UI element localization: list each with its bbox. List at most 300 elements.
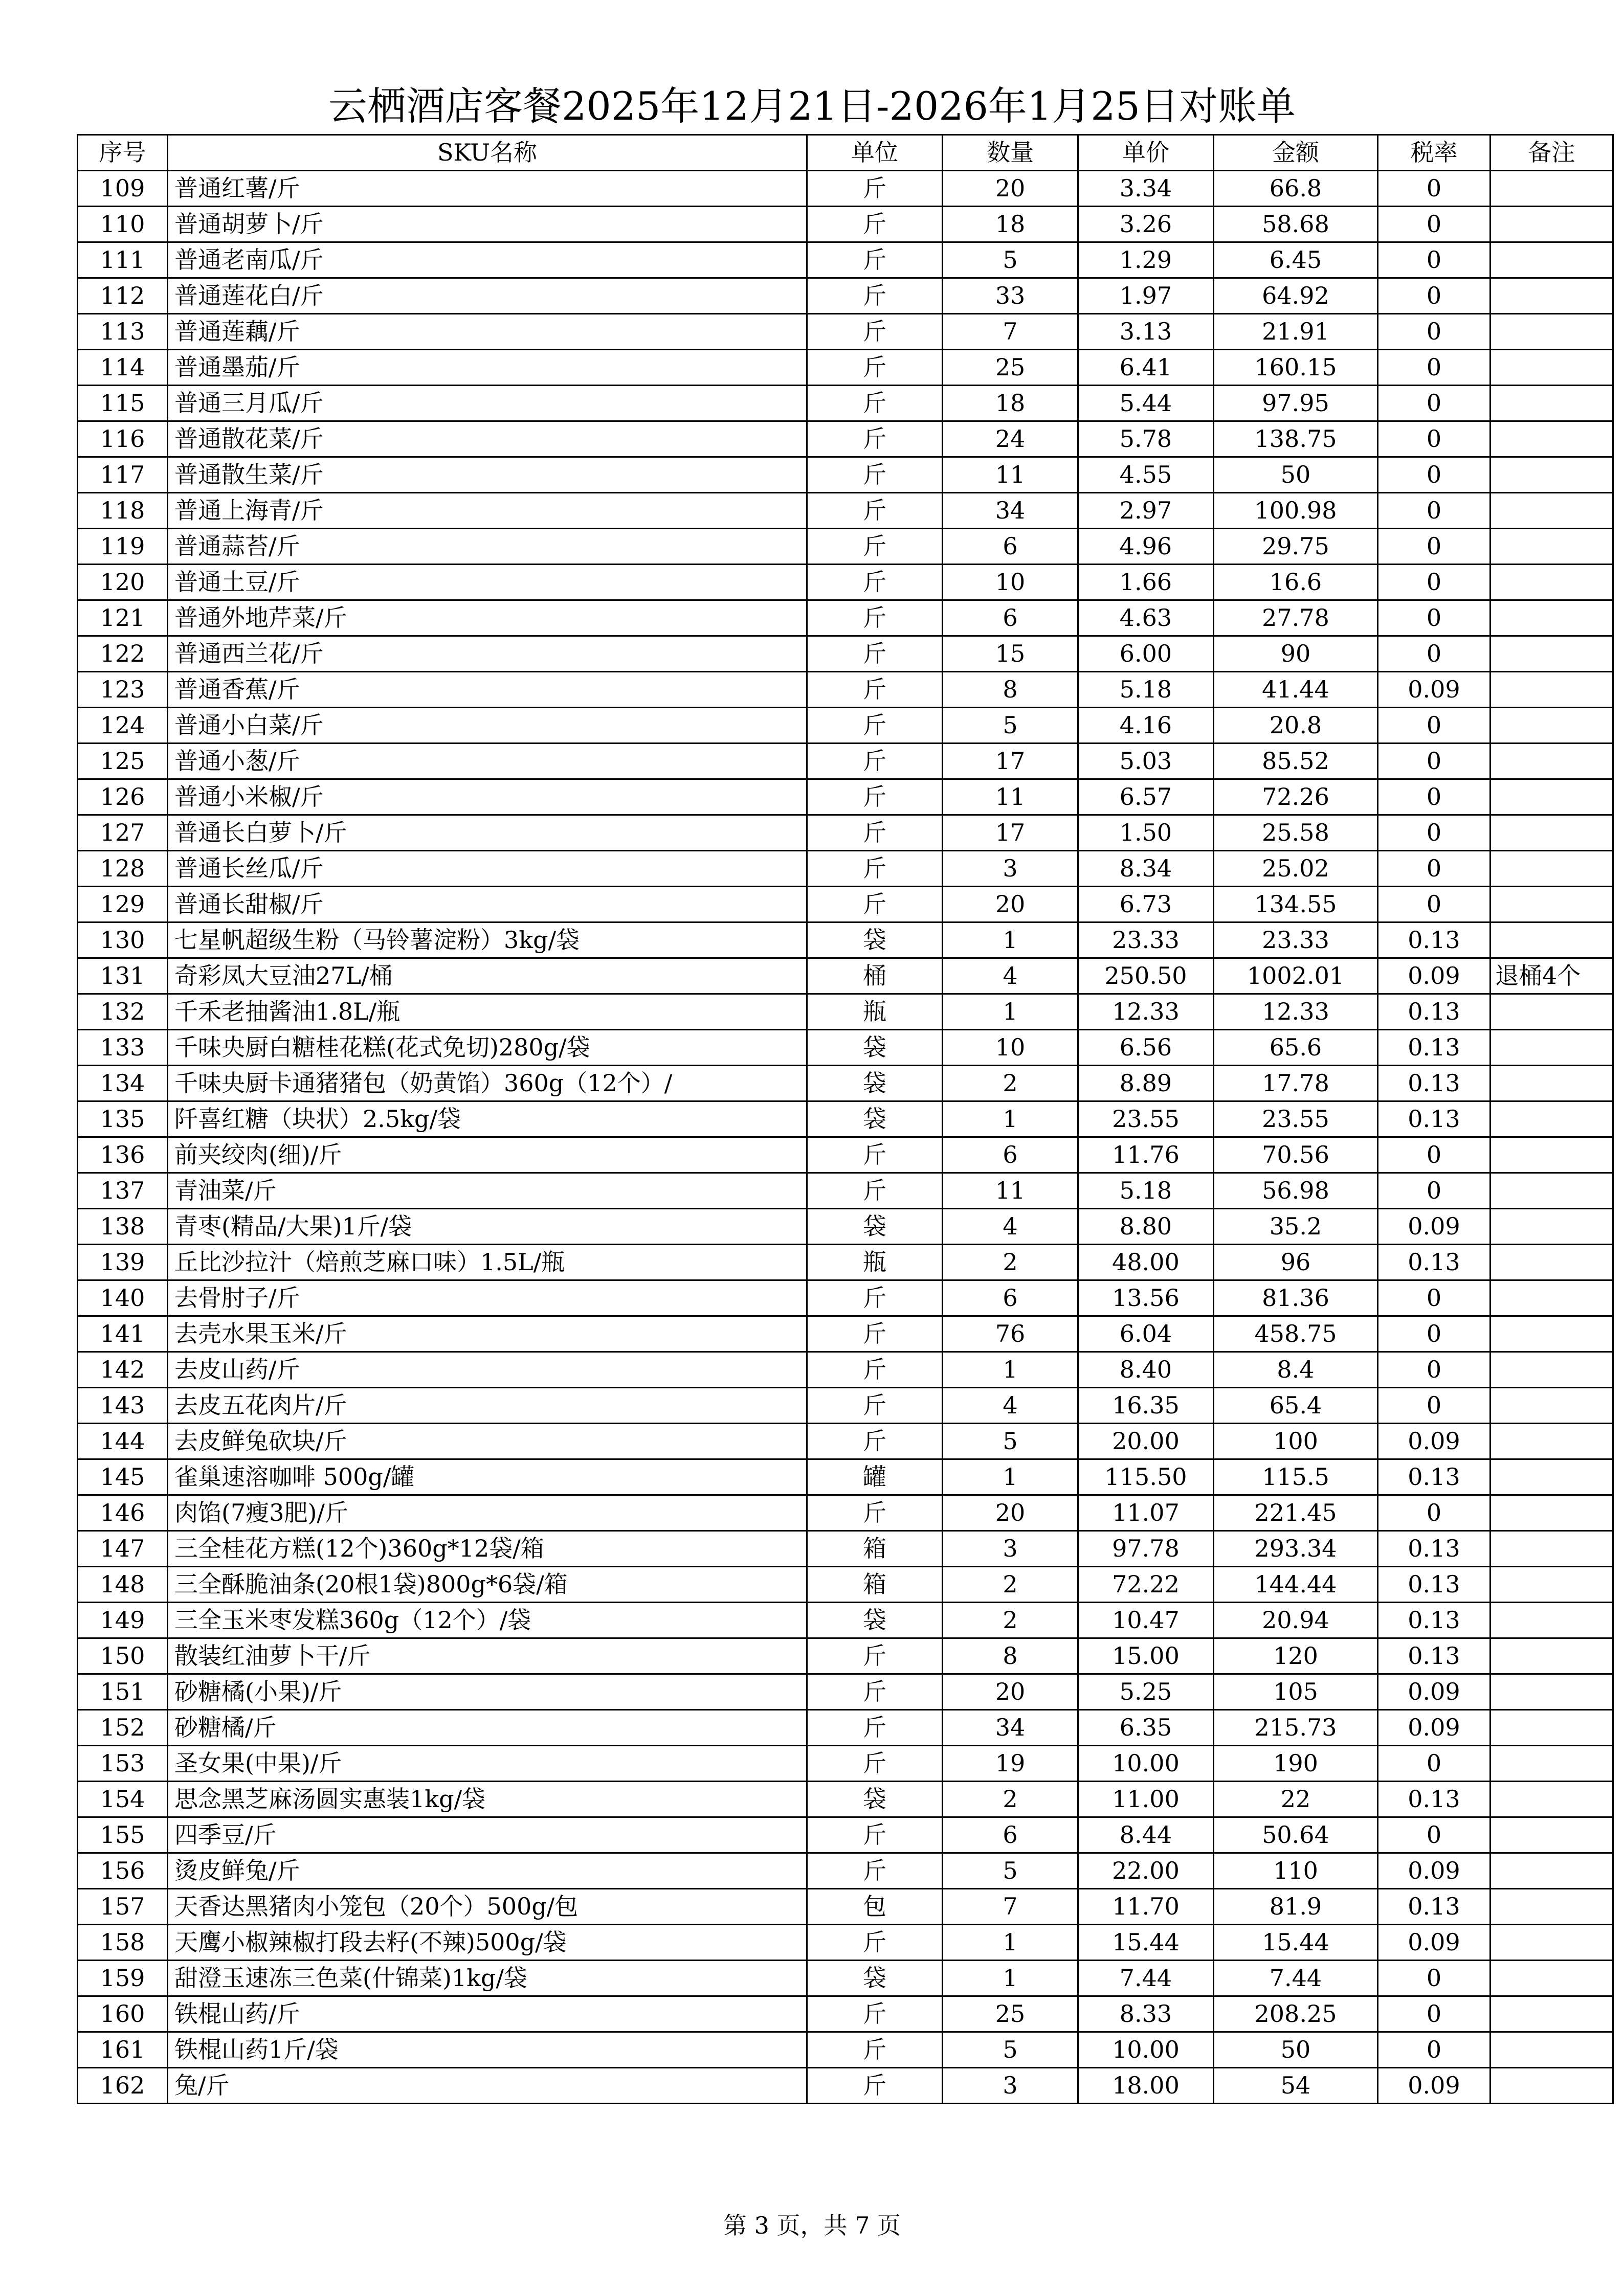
- cell-row-index: 125: [78, 744, 168, 779]
- cell-quantity: 7: [943, 314, 1078, 350]
- cell-sku-name: 烫皮鲜兔/斤: [168, 1853, 807, 1889]
- cell-remark: [1490, 851, 1613, 887]
- cell-row-index: 134: [78, 1066, 168, 1101]
- table-row: [78, 636, 1613, 672]
- cell-sku-name: 散装红油萝卜干/斤: [168, 1638, 807, 1674]
- cell-tax-rate: 0: [1378, 565, 1490, 600]
- cell-quantity: 2: [943, 1782, 1078, 1817]
- cell-unit-price: 8.40: [1078, 1352, 1214, 1388]
- cell-row-index: 128: [78, 851, 168, 887]
- cell-quantity: 18: [943, 386, 1078, 421]
- cell-sku-name: 普通莲花白/斤: [168, 278, 807, 314]
- cell-quantity: 1: [943, 1459, 1078, 1495]
- cell-tax-rate: 0.09: [1378, 1710, 1490, 1746]
- cell-amount: 293.34: [1214, 1531, 1378, 1567]
- cell-remark: [1490, 1782, 1613, 1817]
- cell-sku-name: 四季豆/斤: [168, 1817, 807, 1853]
- cell-unit: 斤: [807, 207, 943, 242]
- cell-row-index: 126: [78, 779, 168, 815]
- cell-unit-price: 6.04: [1078, 1316, 1214, 1352]
- cell-unit: 斤: [807, 851, 943, 887]
- cell-unit: 斤: [807, 1853, 943, 1889]
- cell-amount: 100.98: [1214, 493, 1378, 529]
- cell-remark: [1490, 1459, 1613, 1495]
- cell-sku-name: 普通散花菜/斤: [168, 421, 807, 457]
- cell-tax-rate: 0: [1378, 851, 1490, 887]
- cell-unit: 斤: [807, 1996, 943, 2032]
- cell-amount: 23.55: [1214, 1101, 1378, 1137]
- cell-remark: [1490, 242, 1613, 278]
- cell-unit-price: 7.44: [1078, 1961, 1214, 1996]
- cell-unit-price: 13.56: [1078, 1280, 1214, 1316]
- cell-remark: [1490, 994, 1613, 1030]
- cell-tax-rate: 0: [1378, 1173, 1490, 1209]
- cell-amount: 110: [1214, 1853, 1378, 1889]
- table-row: [78, 2032, 1613, 2068]
- cell-amount: 70.56: [1214, 1137, 1378, 1173]
- cell-row-index: 153: [78, 1746, 168, 1782]
- table-row: [78, 744, 1613, 779]
- cell-unit: 袋: [807, 1066, 943, 1101]
- cell-row-index: 111: [78, 242, 168, 278]
- cell-row-index: 145: [78, 1459, 168, 1495]
- cell-tax-rate: 0: [1378, 779, 1490, 815]
- cell-unit: 斤: [807, 1352, 943, 1388]
- header-row: [78, 135, 1613, 171]
- cell-amount: 16.6: [1214, 565, 1378, 600]
- cell-amount: 138.75: [1214, 421, 1378, 457]
- cell-quantity: 18: [943, 207, 1078, 242]
- table-row: [78, 1996, 1613, 2032]
- cell-unit-price: 10.00: [1078, 2032, 1214, 2068]
- cell-row-index: 117: [78, 457, 168, 493]
- table-row: [78, 457, 1613, 493]
- cell-remark: [1490, 1746, 1613, 1782]
- cell-unit: 斤: [807, 1137, 943, 1173]
- cell-remark: [1490, 1424, 1613, 1459]
- table-row: [78, 958, 1613, 994]
- cell-unit: 斤: [807, 744, 943, 779]
- cell-quantity: 11: [943, 1173, 1078, 1209]
- col-header-sku-name: SKU名称: [168, 135, 807, 171]
- cell-tax-rate: 0: [1378, 1495, 1490, 1531]
- cell-sku-name: 普通土豆/斤: [168, 565, 807, 600]
- cell-unit: 斤: [807, 600, 943, 636]
- cell-unit-price: 4.96: [1078, 529, 1214, 565]
- cell-tax-rate: 0: [1378, 350, 1490, 386]
- cell-tax-rate: 0.13: [1378, 1567, 1490, 1603]
- cell-row-index: 133: [78, 1030, 168, 1066]
- table-row: [78, 1674, 1613, 1710]
- cell-remark: [1490, 565, 1613, 600]
- cell-quantity: 19: [943, 1746, 1078, 1782]
- cell-unit: 瓶: [807, 1245, 943, 1280]
- cell-remark: [1490, 386, 1613, 421]
- cell-unit: 斤: [807, 529, 943, 565]
- ledger-table: [77, 134, 1614, 2104]
- cell-unit-price: 5.18: [1078, 672, 1214, 708]
- cell-sku-name: 普通莲藕/斤: [168, 314, 807, 350]
- cell-tax-rate: 0.09: [1378, 1209, 1490, 1245]
- cell-remark: [1490, 708, 1613, 744]
- cell-row-index: 129: [78, 887, 168, 922]
- cell-sku-name: 雀巢速溶咖啡 500g/罐: [168, 1459, 807, 1495]
- cell-sku-name: 铁棍山药/斤: [168, 1996, 807, 2032]
- cell-sku-name: 三全桂花方糕(12个)360g*12袋/箱: [168, 1531, 807, 1567]
- cell-unit-price: 11.07: [1078, 1495, 1214, 1531]
- cell-unit: 斤: [807, 421, 943, 457]
- cell-amount: 25.58: [1214, 815, 1378, 851]
- cell-amount: 7.44: [1214, 1961, 1378, 1996]
- cell-tax-rate: 0: [1378, 314, 1490, 350]
- cell-remark: [1490, 922, 1613, 958]
- cell-row-index: 127: [78, 815, 168, 851]
- cell-row-index: 138: [78, 1209, 168, 1245]
- ledger-body: [78, 171, 1613, 2104]
- cell-sku-name: 千味央厨卡通猪猪包（奶黄馅）360g（12个）/: [168, 1066, 807, 1101]
- cell-remark: [1490, 1996, 1613, 2032]
- cell-unit: 斤: [807, 242, 943, 278]
- cell-unit-price: 8.80: [1078, 1209, 1214, 1245]
- cell-row-index: 130: [78, 922, 168, 958]
- cell-remark: [1490, 171, 1613, 207]
- cell-remark: [1490, 529, 1613, 565]
- cell-unit: 包: [807, 1889, 943, 1925]
- cell-unit: 斤: [807, 350, 943, 386]
- cell-unit-price: 10.47: [1078, 1603, 1214, 1638]
- cell-unit-price: 6.00: [1078, 636, 1214, 672]
- cell-unit: 斤: [807, 708, 943, 744]
- cell-tax-rate: 0: [1378, 529, 1490, 565]
- table-row: [78, 1209, 1613, 1245]
- cell-row-index: 132: [78, 994, 168, 1030]
- cell-tax-rate: 0: [1378, 278, 1490, 314]
- cell-remark: [1490, 1531, 1613, 1567]
- cell-tax-rate: 0: [1378, 1746, 1490, 1782]
- cell-amount: 66.8: [1214, 171, 1378, 207]
- table-row: [78, 1388, 1613, 1424]
- col-header-unit: 单位: [807, 135, 943, 171]
- cell-unit: 袋: [807, 922, 943, 958]
- cell-unit-price: 250.50: [1078, 958, 1214, 994]
- cell-amount: 90: [1214, 636, 1378, 672]
- cell-amount: 144.44: [1214, 1567, 1378, 1603]
- cell-tax-rate: 0.09: [1378, 1674, 1490, 1710]
- cell-unit: 斤: [807, 493, 943, 529]
- cell-quantity: 33: [943, 278, 1078, 314]
- cell-unit: 斤: [807, 1674, 943, 1710]
- cell-sku-name: 阡喜红糖（块状）2.5kg/袋: [168, 1101, 807, 1137]
- cell-remark: [1490, 1209, 1613, 1245]
- cell-remark: [1490, 815, 1613, 851]
- cell-quantity: 15: [943, 636, 1078, 672]
- cell-sku-name: 普通小白菜/斤: [168, 708, 807, 744]
- cell-tax-rate: 0: [1378, 457, 1490, 493]
- cell-quantity: 76: [943, 1316, 1078, 1352]
- cell-row-index: 135: [78, 1101, 168, 1137]
- table-row: [78, 994, 1613, 1030]
- cell-unit: 斤: [807, 457, 943, 493]
- col-header-tax-rate: 税率: [1378, 135, 1490, 171]
- cell-unit-price: 4.55: [1078, 457, 1214, 493]
- cell-unit: 斤: [807, 1710, 943, 1746]
- cell-sku-name: 千味央厨白糖桂花糕(花式免切)280g/袋: [168, 1030, 807, 1066]
- cell-unit-price: 18.00: [1078, 2068, 1214, 2104]
- cell-unit-price: 3.34: [1078, 171, 1214, 207]
- table-row: [78, 887, 1613, 922]
- cell-unit: 袋: [807, 1782, 943, 1817]
- cell-sku-name: 普通胡萝卜/斤: [168, 207, 807, 242]
- cell-row-index: 159: [78, 1961, 168, 1996]
- cell-unit: 斤: [807, 672, 943, 708]
- cell-amount: 81.9: [1214, 1889, 1378, 1925]
- cell-remark: [1490, 1853, 1613, 1889]
- cell-sku-name: 普通红薯/斤: [168, 171, 807, 207]
- cell-remark: [1490, 1925, 1613, 1961]
- cell-remark: [1490, 314, 1613, 350]
- cell-tax-rate: 0.09: [1378, 1925, 1490, 1961]
- table-row: [78, 1101, 1613, 1137]
- cell-sku-name: 三全酥脆油条(20根1袋)800g*6袋/箱: [168, 1567, 807, 1603]
- cell-amount: 29.75: [1214, 529, 1378, 565]
- cell-remark: [1490, 779, 1613, 815]
- cell-row-index: 139: [78, 1245, 168, 1280]
- cell-amount: 115.5: [1214, 1459, 1378, 1495]
- table-row: [78, 350, 1613, 386]
- cell-unit: 斤: [807, 636, 943, 672]
- cell-amount: 17.78: [1214, 1066, 1378, 1101]
- cell-unit-price: 5.03: [1078, 744, 1214, 779]
- cell-row-index: 162: [78, 2068, 168, 2104]
- cell-sku-name: 普通三月瓜/斤: [168, 386, 807, 421]
- cell-sku-name: 普通外地芹菜/斤: [168, 600, 807, 636]
- cell-unit-price: 2.97: [1078, 493, 1214, 529]
- cell-remark: [1490, 1603, 1613, 1638]
- cell-amount: 58.68: [1214, 207, 1378, 242]
- cell-sku-name: 天鹰小椒辣椒打段去籽(不辣)500g/袋: [168, 1925, 807, 1961]
- cell-quantity: 25: [943, 1996, 1078, 2032]
- cell-unit-price: 15.44: [1078, 1925, 1214, 1961]
- cell-unit: 斤: [807, 1495, 943, 1531]
- cell-sku-name: 普通长丝瓜/斤: [168, 851, 807, 887]
- cell-amount: 23.33: [1214, 922, 1378, 958]
- table-row: [78, 1925, 1613, 1961]
- cell-sku-name: 去壳水果玉米/斤: [168, 1316, 807, 1352]
- table-row: [78, 1746, 1613, 1782]
- cell-remark: [1490, 2068, 1613, 2104]
- cell-amount: 120: [1214, 1638, 1378, 1674]
- cell-row-index: 113: [78, 314, 168, 350]
- cell-unit: 斤: [807, 2068, 943, 2104]
- cell-quantity: 17: [943, 744, 1078, 779]
- cell-amount: 65.6: [1214, 1030, 1378, 1066]
- cell-amount: 50: [1214, 2032, 1378, 2068]
- cell-row-index: 157: [78, 1889, 168, 1925]
- cell-unit-price: 1.97: [1078, 278, 1214, 314]
- table-row: [78, 1173, 1613, 1209]
- cell-quantity: 20: [943, 1674, 1078, 1710]
- cell-tax-rate: 0: [1378, 1996, 1490, 2032]
- table-row: [78, 1030, 1613, 1066]
- cell-remark: [1490, 1352, 1613, 1388]
- cell-tax-rate: 0: [1378, 815, 1490, 851]
- cell-sku-name: 普通小葱/斤: [168, 744, 807, 779]
- cell-unit-price: 8.33: [1078, 1996, 1214, 2032]
- cell-sku-name: 普通墨茄/斤: [168, 350, 807, 386]
- cell-quantity: 2: [943, 1603, 1078, 1638]
- cell-quantity: 5: [943, 1853, 1078, 1889]
- cell-unit-price: 115.50: [1078, 1459, 1214, 1495]
- cell-quantity: 11: [943, 779, 1078, 815]
- cell-amount: 15.44: [1214, 1925, 1378, 1961]
- cell-quantity: 4: [943, 1209, 1078, 1245]
- cell-unit: 箱: [807, 1531, 943, 1567]
- cell-unit-price: 5.18: [1078, 1173, 1214, 1209]
- cell-quantity: 5: [943, 708, 1078, 744]
- cell-unit: 斤: [807, 1173, 943, 1209]
- cell-quantity: 8: [943, 672, 1078, 708]
- cell-unit: 桶: [807, 958, 943, 994]
- cell-quantity: 34: [943, 493, 1078, 529]
- cell-amount: 20.8: [1214, 708, 1378, 744]
- cell-tax-rate: 0.13: [1378, 1101, 1490, 1137]
- cell-tax-rate: 0.13: [1378, 922, 1490, 958]
- table-row: [78, 529, 1613, 565]
- cell-row-index: 156: [78, 1853, 168, 1889]
- cell-sku-name: 砂糖橘(小果)/斤: [168, 1674, 807, 1710]
- cell-remark: [1490, 1710, 1613, 1746]
- cell-sku-name: 七星帆超级生粉（马铃薯淀粉）3kg/袋: [168, 922, 807, 958]
- cell-unit: 袋: [807, 1961, 943, 1996]
- cell-unit-price: 3.13: [1078, 314, 1214, 350]
- cell-sku-name: 前夹绞肉(细)/斤: [168, 1137, 807, 1173]
- table-row: [78, 314, 1613, 350]
- cell-quantity: 25: [943, 350, 1078, 386]
- table-row: [78, 779, 1613, 815]
- cell-tax-rate: 0.09: [1378, 1424, 1490, 1459]
- cell-sku-name: 普通蒜苔/斤: [168, 529, 807, 565]
- cell-tax-rate: 0: [1378, 1137, 1490, 1173]
- cell-unit: 瓶: [807, 994, 943, 1030]
- cell-amount: 12.33: [1214, 994, 1378, 1030]
- cell-sku-name: 铁棍山药1斤/袋: [168, 2032, 807, 2068]
- cell-tax-rate: 0.09: [1378, 1853, 1490, 1889]
- cell-row-index: 124: [78, 708, 168, 744]
- table-row: [78, 1280, 1613, 1316]
- cell-amount: 208.25: [1214, 1996, 1378, 2032]
- cell-remark: [1490, 457, 1613, 493]
- cell-remark: [1490, 1674, 1613, 1710]
- cell-remark: [1490, 887, 1613, 922]
- cell-row-index: 158: [78, 1925, 168, 1961]
- cell-unit-price: 20.00: [1078, 1424, 1214, 1459]
- cell-amount: 190: [1214, 1746, 1378, 1782]
- cell-unit-price: 1.50: [1078, 815, 1214, 851]
- cell-quantity: 6: [943, 1280, 1078, 1316]
- cell-row-index: 136: [78, 1137, 168, 1173]
- cell-row-index: 161: [78, 2032, 168, 2068]
- cell-sku-name: 青油菜/斤: [168, 1173, 807, 1209]
- cell-row-index: 114: [78, 350, 168, 386]
- cell-unit: 斤: [807, 1280, 943, 1316]
- cell-quantity: 7: [943, 1889, 1078, 1925]
- cell-tax-rate: 0: [1378, 1352, 1490, 1388]
- cell-remark: 退桶4个: [1490, 958, 1613, 994]
- cell-unit-price: 6.57: [1078, 779, 1214, 815]
- cell-remark: [1490, 1638, 1613, 1674]
- cell-quantity: 20: [943, 887, 1078, 922]
- cell-tax-rate: 0: [1378, 600, 1490, 636]
- cell-tax-rate: 0: [1378, 887, 1490, 922]
- cell-quantity: 20: [943, 1495, 1078, 1531]
- cell-remark: [1490, 672, 1613, 708]
- cell-tax-rate: 0.13: [1378, 1603, 1490, 1638]
- cell-remark: [1490, 1030, 1613, 1066]
- table-row: [78, 1710, 1613, 1746]
- cell-remark: [1490, 1817, 1613, 1853]
- cell-amount: 22: [1214, 1782, 1378, 1817]
- cell-unit-price: 8.89: [1078, 1066, 1214, 1101]
- cell-sku-name: 普通西兰花/斤: [168, 636, 807, 672]
- cell-quantity: 24: [943, 421, 1078, 457]
- cell-row-index: 151: [78, 1674, 168, 1710]
- cell-row-index: 144: [78, 1424, 168, 1459]
- cell-tax-rate: 0: [1378, 242, 1490, 278]
- cell-unit: 斤: [807, 314, 943, 350]
- cell-remark: [1490, 207, 1613, 242]
- table-row: [78, 1316, 1613, 1352]
- cell-unit-price: 11.76: [1078, 1137, 1214, 1173]
- cell-tax-rate: 0.09: [1378, 2068, 1490, 2104]
- cell-tax-rate: 0.13: [1378, 1531, 1490, 1567]
- cell-quantity: 5: [943, 2032, 1078, 2068]
- cell-unit-price: 15.00: [1078, 1638, 1214, 1674]
- page-number: 第 3 页，共 7 页: [723, 2212, 901, 2239]
- cell-remark: [1490, 421, 1613, 457]
- cell-amount: 25.02: [1214, 851, 1378, 887]
- cell-quantity: 6: [943, 1137, 1078, 1173]
- cell-remark: [1490, 1101, 1613, 1137]
- cell-remark: [1490, 744, 1613, 779]
- cell-unit-price: 48.00: [1078, 1245, 1214, 1280]
- cell-unit: 斤: [807, 1638, 943, 1674]
- cell-tax-rate: 0: [1378, 2032, 1490, 2068]
- cell-unit: 斤: [807, 779, 943, 815]
- cell-unit: 斤: [807, 887, 943, 922]
- cell-amount: 105: [1214, 1674, 1378, 1710]
- cell-row-index: 154: [78, 1782, 168, 1817]
- cell-tax-rate: 0.13: [1378, 1638, 1490, 1674]
- cell-quantity: 3: [943, 1531, 1078, 1567]
- cell-unit-price: 12.33: [1078, 994, 1214, 1030]
- cell-row-index: 109: [78, 171, 168, 207]
- cell-amount: 20.94: [1214, 1603, 1378, 1638]
- cell-remark: [1490, 493, 1613, 529]
- cell-unit: 斤: [807, 1424, 943, 1459]
- cell-amount: 458.75: [1214, 1316, 1378, 1352]
- cell-unit-price: 6.41: [1078, 350, 1214, 386]
- cell-amount: 100: [1214, 1424, 1378, 1459]
- cell-sku-name: 青枣(精品/大果)1斤/袋: [168, 1209, 807, 1245]
- cell-unit: 斤: [807, 386, 943, 421]
- cell-remark: [1490, 1889, 1613, 1925]
- cell-unit-price: 5.25: [1078, 1674, 1214, 1710]
- cell-remark: [1490, 278, 1613, 314]
- table-row: [78, 1424, 1613, 1459]
- cell-tax-rate: 0.13: [1378, 1782, 1490, 1817]
- cell-sku-name: 普通长白萝卜/斤: [168, 815, 807, 851]
- cell-unit-price: 4.63: [1078, 600, 1214, 636]
